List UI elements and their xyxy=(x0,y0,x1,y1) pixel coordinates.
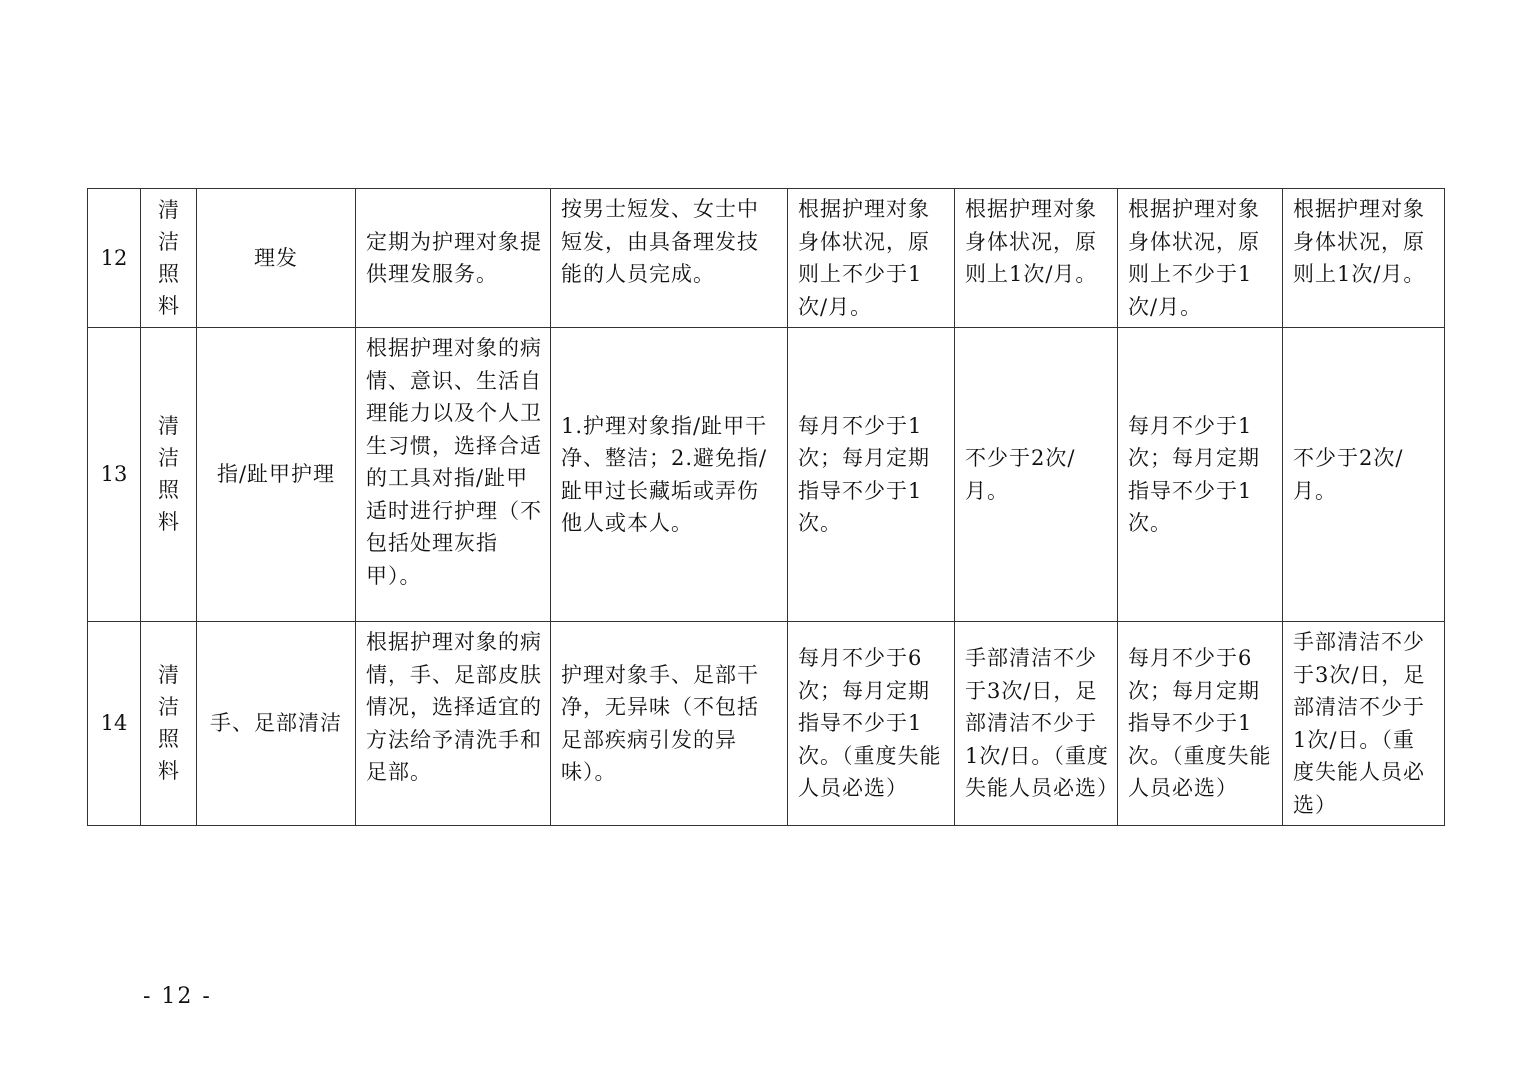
item-cell: 手、足部清洁 xyxy=(197,622,356,826)
category-text: 清洁照料 xyxy=(158,414,179,535)
table-row xyxy=(88,328,1445,622)
frequency-cell: 每月不少于1次；每月定期指导不少于1次。 xyxy=(1118,328,1283,622)
frequency-cell: 不少于2次/月。 xyxy=(955,328,1118,622)
category-cell xyxy=(141,328,197,622)
content-cell: 根据护理对象的病情、意识、生活自理能力以及个人卫生习惯，选择合适的工具对指/趾甲适时进行护理（不包括处理灰指甲）。 xyxy=(356,328,551,622)
standard-cell: 护理对象手、足部干净，无异味（不包括足部疾病引发的异味）。 xyxy=(551,622,788,826)
category-cell xyxy=(141,189,197,328)
row-number: 12 xyxy=(88,189,141,328)
content-cell: 定期为护理对象提供理发服务。 xyxy=(356,189,551,328)
frequency-cell: 手部清洁不少于3次/日，足部清洁不少于1次/日。（重度失能人员必选） xyxy=(1283,622,1445,826)
frequency-cell: 手部清洁不少于3次/日，足部清洁不少于1次/日。（重度失能人员必选） xyxy=(955,622,1118,826)
standard-cell: 1.护理对象指/趾甲干净、整洁；2.避免指/趾甲过长藏垢或弄伤他人或本人。 xyxy=(551,328,788,622)
category-text: 清洁照料 xyxy=(158,197,179,318)
frequency-cell: 不少于2次/月。 xyxy=(1283,328,1445,622)
row-number: 14 xyxy=(88,622,141,826)
frequency-cell: 每月不少于6次；每月定期指导不少于1次。（重度失能人员必选） xyxy=(788,622,955,826)
service-table xyxy=(87,188,1445,826)
item-cell: 指/趾甲护理 xyxy=(197,328,356,622)
category-text: 清洁照料 xyxy=(158,663,179,784)
frequency-cell: 根据护理对象身体状况，原则上1次/月。 xyxy=(955,189,1118,328)
table-row xyxy=(88,622,1445,826)
row-number: 13 xyxy=(88,328,141,622)
content-cell: 根据护理对象的病情，手、足部皮肤情况，选择适宜的方法给予清洗手和足部。 xyxy=(356,622,551,826)
item-cell: 理发 xyxy=(197,189,356,328)
standard-cell: 按男士短发、女士中短发，由具备理发技能的人员完成。 xyxy=(551,189,788,328)
frequency-cell: 每月不少于6次；每月定期指导不少于1次。（重度失能人员必选） xyxy=(1118,622,1283,826)
category-cell xyxy=(141,622,197,826)
frequency-cell: 根据护理对象身体状况，原则上不少于1次/月。 xyxy=(788,189,955,328)
page-number: - 12 - xyxy=(143,984,212,1009)
frequency-cell: 每月不少于1次；每月定期指导不少于1次。 xyxy=(788,328,955,622)
table-row xyxy=(88,189,1445,328)
frequency-cell: 根据护理对象身体状况，原则上不少于1次/月。 xyxy=(1118,189,1283,328)
frequency-cell: 根据护理对象身体状况，原则上1次/月。 xyxy=(1283,189,1445,328)
